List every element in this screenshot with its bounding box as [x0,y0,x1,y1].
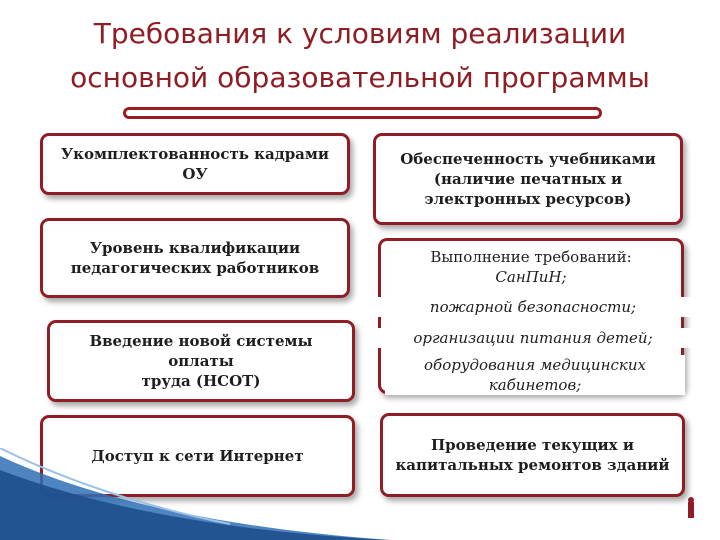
requirements-item-sanpin: СанПиН; [495,268,567,286]
corner-ornament-icon [686,496,696,518]
box-qualification-line-2: педагогических работников [70,259,320,277]
box-textbooks [373,133,683,225]
box-payment-system-line-1: Введение новой системы оплаты [89,332,313,370]
box-repairs-line-1: Проведение текущих и [431,436,634,454]
box-payment-system-line-2: труда (НСОТ) [141,372,261,390]
title-line-1: Требования к условиям реализации [93,17,627,50]
page-title [20,12,700,100]
requirements-item-medical-rooms [385,355,685,395]
box-repairs [380,413,685,497]
box-qualification [40,218,350,298]
requirements-item-fire-safety: пожарной безопасности; [373,297,693,317]
box-qualification-line-1: Уровень квалификации [89,239,301,257]
title-line-2: основной образовательной программы [70,61,650,94]
requirements-item-catering: организации питания детей; [373,328,693,348]
requirements-item-medical-line-2: кабинетов; [488,376,582,394]
box-payment-system [47,320,355,402]
box-textbooks-line-2: (наличие печатных и [433,170,623,188]
title-underline [123,107,602,119]
box-textbooks-line-1: Обеспеченность учебниками [400,150,656,168]
box-internet-access-line-1: Доступ к сети Интернет [91,447,304,465]
box-repairs-line-2: капитальных ремонтов зданий [395,456,670,474]
decorative-swoosh [0,448,390,540]
requirements-heading: Выполнение требований: [430,248,632,266]
box-staffing-line-1: Укомплектованность кадрами ОУ [60,145,330,183]
requirements-item-medical-line-1: оборудования медицинских [424,356,646,374]
box-textbooks-line-3: электронных ресурсов) [424,190,632,208]
box-staffing [40,133,350,195]
